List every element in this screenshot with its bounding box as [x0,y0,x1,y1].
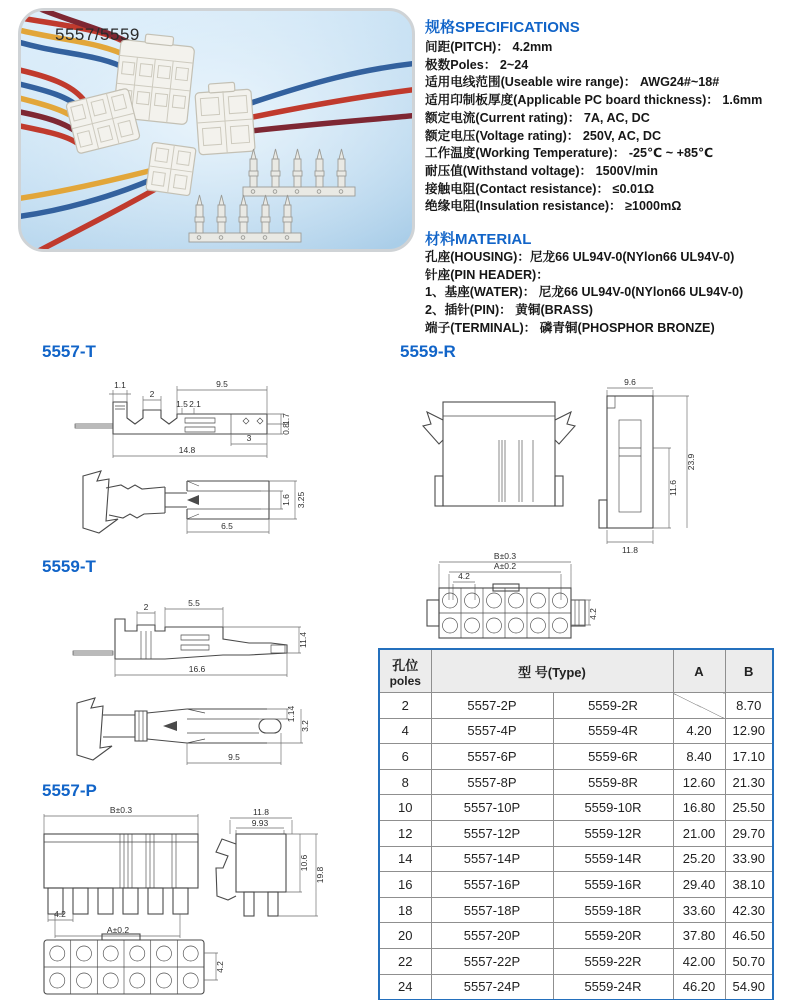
dim-a-cell: 4.20 [673,718,725,744]
type-r-cell: 5559-10R [553,795,673,821]
header-dim-b: B [725,649,773,693]
type-p-cell: 5557-2P [431,693,553,719]
table-row [379,923,773,949]
table-row [379,820,773,846]
type-r-cell: 5559-4R [553,718,673,744]
5557p-front-view [44,805,198,938]
dim-label: 4.2 [588,608,598,620]
dim-label: 0.8 [281,423,291,435]
dim-a-cell [673,693,725,719]
drawing-title-5559t: 5559-T [42,557,96,576]
dim-a-cell: 37.80 [673,923,725,949]
dim-label: 10.6 [299,854,309,872]
dim-b-cell: 42.30 [725,897,773,923]
type-r-cell: 5559-14R [553,846,673,872]
table-row [379,846,773,872]
type-r-cell: 5559-22R [553,948,673,974]
poles-cell: 10 [379,795,431,821]
dim-label: A±0.2 [493,561,517,571]
table-row [379,974,773,1000]
type-r-cell: 5559-24R [553,974,673,1000]
material-list [425,249,785,338]
dim-label: 9.5 [216,379,228,389]
dim-label: 2 [143,602,149,612]
dim-label: 1.7 [281,413,291,425]
dim-a-cell: 16.80 [673,795,725,821]
type-r-cell: 5559-20R [553,923,673,949]
dim-a-cell: 33.60 [673,897,725,923]
dim-label: 3 [246,433,252,443]
dim-label: 4.2 [215,961,225,973]
drawing-5557p [30,804,375,999]
table-row [379,744,773,770]
5559t-top-view [77,698,310,765]
header-poles [379,649,431,693]
specifications-heading: 规格SPECIFICATIONS [425,19,580,36]
type-r-cell: 5559-6R [553,744,673,770]
dim-b-cell: 54.90 [725,974,773,1000]
dim-b-cell: 12.90 [725,718,773,744]
type-p-cell: 5557-12P [431,820,553,846]
header-dim-a: A [673,649,725,693]
photo-product-label: 5557/5559 [55,25,140,44]
poles-cell: 14 [379,846,431,872]
table-row [379,948,773,974]
5557p-side-view [216,807,325,916]
dim-label: 9.6 [624,377,636,387]
header-poles-cn: 孔位 [392,657,419,673]
dim-label: 3.2 [300,720,310,732]
header-type: 型 号(Type) [431,649,673,693]
type-p-cell: 5557-14P [431,846,553,872]
dim-label: 4.2 [458,571,470,581]
table-row [379,897,773,923]
dim-label: 4.2 [54,909,66,919]
type-p-cell: 5557-6P [431,744,553,770]
spec-voltage-rating: 额定电压(Voltage rating)： 250V, AC, DC [425,128,662,143]
dim-label: 1.14 [286,705,296,723]
dim-label: B±0.3 [109,805,133,815]
specifications-list [425,39,785,216]
spec-working-temperature: 工作温度(Working Temperature)： -25℃ ~ +85℃ [425,146,714,161]
dim-label: 11.6 [668,480,678,496]
type-p-cell: 5557-20P [431,923,553,949]
dim-label: 11.8 [622,545,638,555]
spec-poles: 极数Poles： 2~24 [425,57,529,72]
header-poles-en: poles [389,673,421,688]
dim-b-cell: 17.10 [725,744,773,770]
table-row [379,795,773,821]
dim-label: 14.8 [178,445,196,455]
dim-b-cell: 46.50 [725,923,773,949]
material-base: 1、基座(WATER)： 尼龙66 UL94V-0(NYlon66 UL94V-0) [425,285,744,300]
type-r-cell: 5559-18R [553,897,673,923]
table-row [379,769,773,795]
connector-photo-illustration [21,11,412,249]
type-r-cell: 5559-2R [553,693,673,719]
drawing-5559r [395,372,725,640]
dim-label: A±0.2 [106,925,130,935]
drawing-5557t [35,372,365,544]
table-row [379,872,773,898]
5559r-face-view [427,551,598,638]
dim-a-cell: 46.20 [673,974,725,1000]
drawing-title-5557t: 5557-T [42,342,96,361]
dim-b-cell: 38.10 [725,872,773,898]
dim-label: 11.4 [298,632,308,648]
type-r-cell: 5559-12R [553,820,673,846]
dim-label: 16.6 [188,664,206,674]
spec-wire-range: 适用电线范围(Useable wire range)： AWG24#~18# [425,75,720,90]
dim-label: 23.9 [686,453,696,471]
type-p-cell: 5557-10P [431,795,553,821]
material-housing: 孔座(HOUSING)：尼龙66 UL94V-0(NYlon66 UL94V-0) [425,250,735,264]
poles-cell: 12 [379,820,431,846]
spec-contact-resistance: 接触电阻(Contact resistance)： ≤0.01Ω [425,181,655,196]
table-row [379,718,773,744]
poles-cell: 6 [379,744,431,770]
type-p-cell: 5557-24P [431,974,553,1000]
dim-b-cell: 21.30 [725,769,773,795]
dim-b-cell: 29.70 [725,820,773,846]
material-pin-header: 针座(PIN HEADER)： [425,267,549,282]
dim-b-cell: 8.70 [725,693,773,719]
dim-b-cell: 25.50 [725,795,773,821]
dim-label: 2 [149,389,155,399]
type-p-cell: 5557-16P [431,872,553,898]
drawing-title-5559r: 5559-R [400,342,456,361]
poles-cell: 4 [379,718,431,744]
5559r-front-view [423,402,575,506]
poles-cell: 8 [379,769,431,795]
type-p-cell: 5557-4P [431,718,553,744]
spec-withstand-voltage: 耐压值(Withstand voltage)： 1500V/min [425,163,658,178]
poles-cell: 20 [379,923,431,949]
poles-cell: 24 [379,974,431,1000]
type-p-cell: 5557-22P [431,948,553,974]
dim-label: 1.6 [281,494,291,506]
dim-label: 3.25 [296,491,306,509]
material-pin: 2、插针(PIN)： 黄铜(BRASS) [425,303,593,318]
dim-a-cell: 25.20 [673,846,725,872]
dim-label: B±0.3 [493,551,517,561]
poles-cell: 22 [379,948,431,974]
dim-a-cell: 12.60 [673,769,725,795]
poles-cell: 2 [379,693,431,719]
product-photo-panel [18,8,415,252]
type-dimension-table [378,648,774,1000]
dim-label: 6.5 [221,521,233,531]
spec-current-rating: 额定电流(Current rating)： 7A, AC, DC [425,110,650,125]
5557t-top-view [83,471,306,534]
table-row [379,693,773,719]
dim-label: 2.1 [189,399,201,409]
table-header-row [379,649,773,693]
dim-label: 11.8 [253,807,269,817]
dim-a-cell: 42.00 [673,948,725,974]
dim-label: 9.93 [251,818,269,828]
spec-insulation-resistance: 绝缘电阻(Insulation resistance)： ≥1000mΩ [425,199,682,214]
drawing-5559t [35,585,365,777]
material-heading: 材料MATERIAL [425,231,532,248]
dim-a-cell: 8.40 [673,744,725,770]
material-terminal: 端子(TERMINAL)： 磷青铜(PHOSPHOR BRONZE) [425,320,715,335]
spec-pitch: 间距(PITCH)： 4.2mm [425,40,553,54]
connector-housing-right [194,81,255,155]
connector-housing-small [146,142,196,196]
5557t-side-view [75,379,291,458]
dim-label: 19.8 [315,866,325,884]
drawing-title-5557p: 5557-P [42,781,97,800]
poles-cell: 18 [379,897,431,923]
dim-a-cell: 21.00 [673,820,725,846]
dim-b-cell: 33.90 [725,846,773,872]
type-r-cell: 5559-16R [553,872,673,898]
5557p-face-view [44,934,225,994]
dim-label: 1.1 [114,380,126,390]
type-r-cell: 5559-8R [553,769,673,795]
dim-b-cell: 50.70 [725,948,773,974]
dim-label: 9.5 [228,752,240,762]
dim-label: 5.5 [188,598,200,608]
spec-board-thickness: 适用印制板厚度(Applicable PC board thickness)： 1.6mm [425,93,763,108]
dim-a-cell: 29.40 [673,872,725,898]
5559r-side-view [599,377,696,555]
type-p-cell: 5557-8P [431,769,553,795]
dim-label: 1.5 [176,399,188,409]
type-p-cell: 5557-18P [431,897,553,923]
poles-cell: 16 [379,872,431,898]
5559t-side-view [73,598,308,677]
